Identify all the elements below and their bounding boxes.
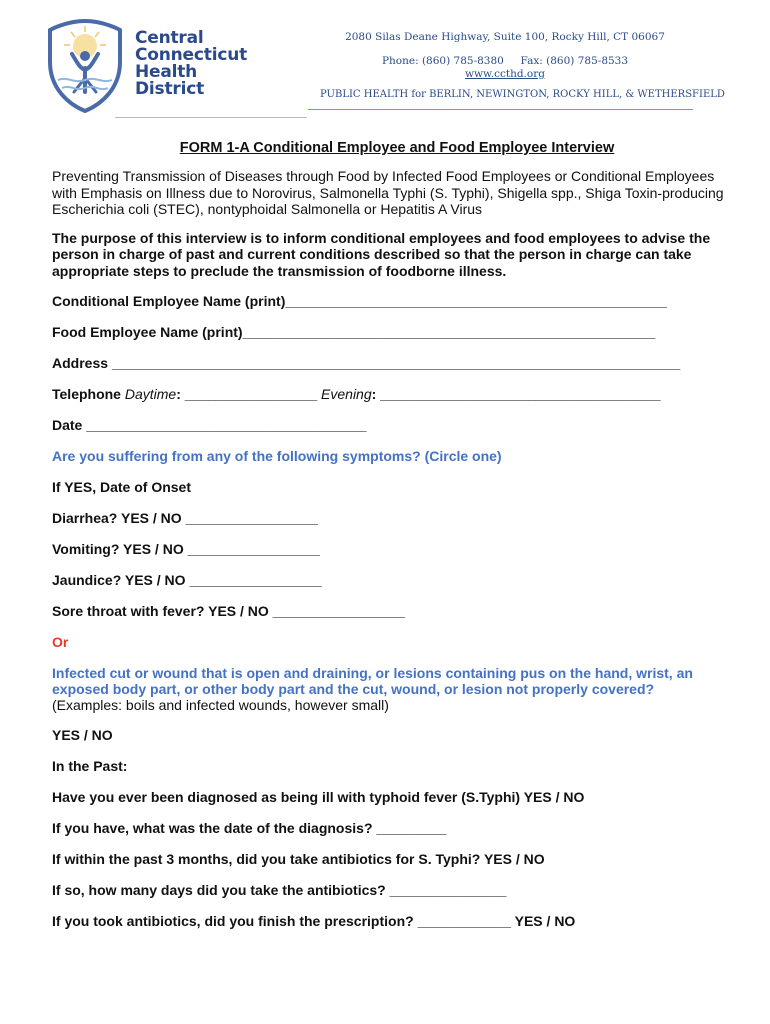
address-field[interactable]: Address _________________________________________________________________________ [52,355,681,371]
diarrhea-question[interactable]: Diarrhea? YES / NO _________________ [52,510,318,526]
food-employee-name-field[interactable]: Food Employee Name (print)_____________________________________________________ [52,324,656,340]
symptoms-heading: Are you suffering from any of the following symptoms? (Circle one) [52,448,502,464]
onset-date-label: If YES, Date of Onset [52,479,191,495]
form-body [52,140,732,944]
street-address: 2080 Silas Deane Highway, Suite 100, Rocky Hill, CT 06067 [345,31,665,43]
evening-label: Evening [321,386,372,402]
sore-throat-question[interactable]: Sore throat with fever? YES / NO _________________ [52,603,406,619]
evening-blank[interactable]: : ____________________________________ [371,386,661,402]
antibiotic-days-question[interactable]: If so, how many days did you take the antibiotics? _______________ [52,882,507,898]
typhoid-question[interactable]: Have you ever been diagnosed as being ill with typhoid fever (S.Typhi) YES / NO [52,789,585,805]
wound-answer[interactable]: YES / NO [52,727,113,743]
wound-question: Infected cut or wound that is open and draining, or lesions containing pus on the hand, wrist, an exposed body part, or other body part and the cut, wound, or lesion not properly covered? [52,665,693,697]
district-name-line: Health [135,62,198,82]
vomiting-question[interactable]: Vomiting? YES / NO _________________ [52,541,320,557]
past-heading: In the Past: [52,758,128,774]
daytime-label: Daytime [124,386,177,402]
antibiotics-question[interactable]: If within the past 3 months, did you take antibiotics for S. Typhi? YES / NO [52,851,545,867]
diagnosis-date-question[interactable]: If you have, what was the date of the diagnosis? _________ [52,820,447,836]
telephone-field[interactable] [52,386,732,417]
telephone-label: Telephone [52,386,125,402]
jaundice-question[interactable]: Jaundice? YES / NO _________________ [52,572,322,588]
or-separator: Or [52,634,69,650]
wound-examples: (Examples: boils and infected wounds, however small) [52,697,389,713]
form-intro: Preventing Transmission of Diseases through Food by Infected Food Employees or Conditional Employees with Emphasis on Illness due to Norovirus, Salmonella Typhi (S. Typhi), Shigella spp., Shiga Toxin-producing Escherichia coli (STEC), nontyphoidal Salmonella or Hepatitis A Virus [52,168,724,217]
district-logo [44,18,126,114]
logo-divider [115,117,307,118]
district-name-line: Central [135,28,204,48]
form-purpose: The purpose of this interview is to inform conditional employees and food employees to advise the person in charge of past and current conditions described so that the person in charge can take appropriate steps to preclude the transmission of foodborne illness. [52,229,711,279]
conditional-employee-name-field[interactable]: Conditional Employee Name (print)_________________________________________________ [52,293,667,309]
header-divider [308,109,693,110]
service-area: PUBLIC HEALTH for BERLIN, NEWINGTON, ROCKY HILL, & WETHERSFIELD [320,89,725,100]
website-link[interactable]: www.ccthd.org [465,68,545,80]
prescription-question[interactable]: If you took antibiotics, did you finish the prescription? ____________ YES / NO [52,913,576,929]
date-field[interactable]: Date ____________________________________ [52,417,367,433]
form-title: FORM 1-A Conditional Employee and Food Employee Interview [179,140,615,156]
district-name [135,30,247,98]
daytime-blank[interactable]: : _________________ [176,386,322,402]
district-name-line: District [135,79,204,99]
phone-fax: Phone: (860) 785-8380 Fax: (860) 785-8533 [381,55,629,67]
district-name-line: Connecticut [135,45,248,65]
